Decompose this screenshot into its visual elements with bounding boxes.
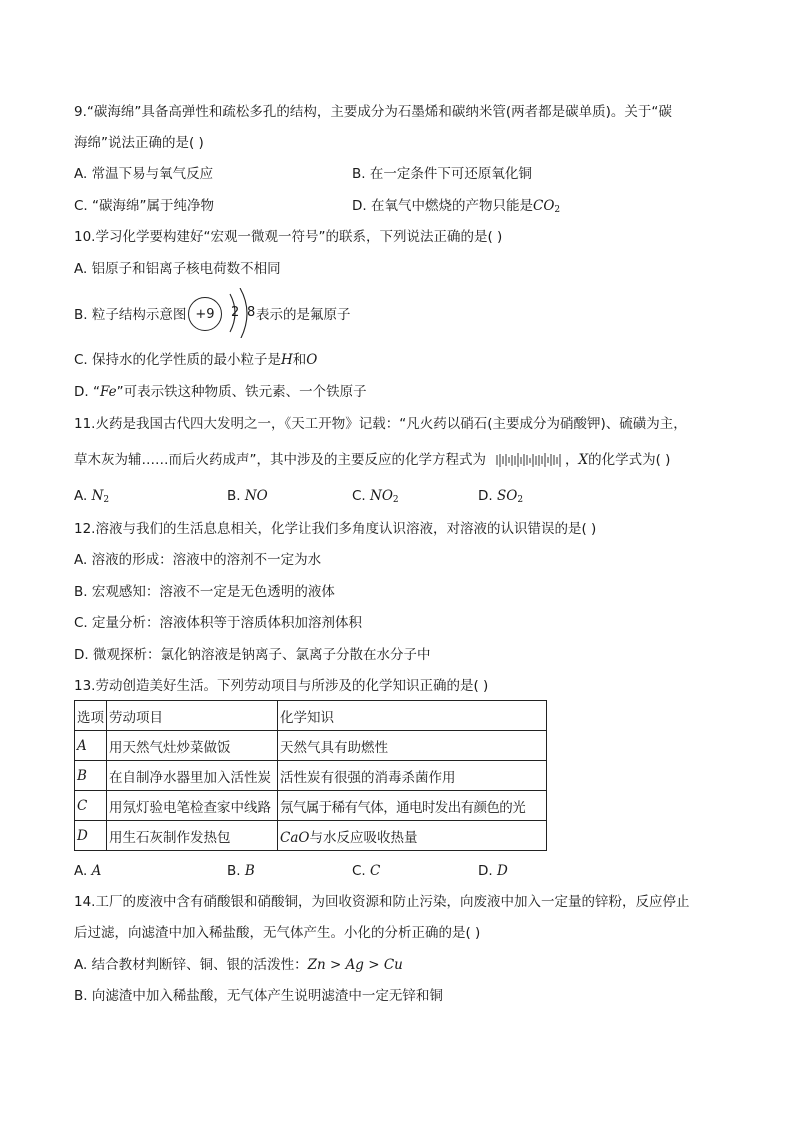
q13-option-c [352,861,380,881]
q11-stem-line2-pre: 草木灰为辅……而后火药成声”，其中涉及的主要反应的化学方程式为 [74,452,486,468]
q13-table [74,700,547,851]
q11-option-d [478,486,523,510]
q11-option-c-sub: 2 [392,495,399,505]
q14-stem-line2: 后过滤，向滤渣中加入稀盐酸，无气体产生。小化的分析正确的是( ) [74,925,481,941]
q10-option-a: A. 铝原子和铝离子核电荷数不相同 [74,261,281,277]
q10-stem: 10.学习化学要构建好“宏观一微观一符号”的联系，下列说法正确的是( ) [74,229,503,245]
header-option: 选项 [75,701,107,731]
q13-option-b [227,861,255,881]
q10-option-b-prefix: B. 粒子结构示意图 [74,307,187,323]
row-knowledge [278,821,547,851]
row-option: D [75,821,107,851]
q10-option-d-fe: Fe [99,384,117,400]
q11-option-b-label: B. [227,488,245,504]
q12-option-b: B. 宏观感知：溶液不一定是无色透明的液体 [74,584,335,600]
q13-option-d-value: D [496,863,508,879]
q9-option-c: C. “碳海绵”属于纯净物 [74,198,214,214]
q9-option-d-subscript: 2 [554,205,561,215]
q14-option-a [74,955,403,975]
q13-option-b-label: B. [227,863,245,879]
row-project: 用氖灯验电笔检查家中线路 [107,791,278,821]
table-row [75,791,547,821]
q13-option-b-value: B [244,863,255,879]
q13-option-a-label: A. [74,863,92,879]
q11-option-b [227,486,268,506]
q11-stem-tail: 的化学式为( ) [588,452,671,468]
q11-option-a-formula: N [91,488,104,504]
shell-2-electrons: 8 [247,305,256,320]
q11-option-b-formula: NO [244,488,268,504]
table-row [75,731,547,761]
table-header-row [75,701,547,731]
row-project: 用天然气灶炒菜做饭 [107,731,278,761]
shell-1-electrons: 2 [231,305,240,320]
q9-stem-line2: 海绵”说法正确的是( ) [74,135,204,151]
q11-option-a-sub: 2 [103,495,110,505]
q13-option-c-label: C. [352,863,371,879]
row-knowledge: 活性炭有很强的消毒杀菌作用 [278,761,547,791]
q9-stem-line1: 9.“碳海绵”具备高弹性和疏松多孔的结构，主要成分为石墨烯和碳纳米管(两者都是碳单质)。关于“碳 [74,104,672,120]
q11-option-c [352,486,399,510]
q10-option-d-rest: ”可表示铁这种物质、铁元素、一个铁原子 [116,384,367,400]
q9-option-a: A. 常温下易与氧气反应 [74,166,214,182]
row-option: B [75,761,107,791]
header-knowledge: 化学知识 [278,701,547,731]
q13-option-d-label: D. [478,863,497,879]
q11-option-a [74,486,109,510]
particle-structure-diagram [188,290,256,340]
q10-option-c-h: H [281,352,293,368]
q9-option-b: B. 在一定条件下可还原氧化铜 [352,166,532,182]
q9-option-d [352,196,560,220]
q11-option-a-label: A. [74,488,92,504]
q10-option-c [74,350,317,370]
q10-option-c-o: O [306,352,318,368]
row-knowledge-formula: CaO [280,829,310,846]
q12-option-d: D. 微观探析：氯化钠溶液是钠离子、氯离子分散在水分子中 [74,647,431,663]
q13-option-a [74,861,101,881]
q10-option-c-and: 和 [292,352,307,368]
q11-option-d-formula: SO [496,488,518,504]
q11-stem-line1: 11.火药是我国古代四大发明之一，《天工开物》记载：“凡火药以硝石(主要成分为硝酸钾)、硫磺为主， [74,416,687,432]
q11-option-d-label: D. [478,488,497,504]
q11-option-c-formula: NO [370,488,393,504]
row-project: 在自制净水器里加入活性炭 [107,761,278,791]
q14-option-b: B. 向滤渣中加入稀盐酸，无气体产生说明滤渣中一定无锌和铜 [74,988,443,1004]
row-option: A [75,731,107,761]
q13-option-c-value: C [370,863,381,879]
row-knowledge: 氖气属于稀有气体，通电时发出有颜色的光 [278,791,547,821]
header-project: 劳动项目 [107,701,278,731]
q14-option-a-formula: Zn > Ag > Cu [307,957,403,973]
q13-option-a-value: A [91,863,102,879]
table-row [75,821,547,851]
q10-option-d [74,382,367,402]
chemical-equation-image [496,452,562,468]
row-option: C [75,791,107,821]
q9-option-d-text: D. 在氧气中燃烧的产物只能是 [352,198,533,214]
q11-option-c-label: C. [352,488,371,504]
nucleus-circle: +9 [188,297,222,331]
q11-x-symbol: X [578,452,589,468]
q11-stem-line2-post: ，X的化学式为( ) [565,452,671,468]
row-knowledge-text: 与水反应吸收热量 [309,829,418,846]
q14-option-a-text: A. 结合教材判断锌、铜、银的活泼性： [74,957,308,973]
q11-option-d-sub: 2 [517,495,524,505]
q10-option-b-suffix: 表示的是氟原子 [256,307,351,323]
q10-option-d-open: D. “ [74,384,100,400]
q12-option-c: C. 定量分析：溶液体积等于溶质体积加溶剂体积 [74,615,363,631]
q9-option-d-formula: CO [532,198,555,214]
q13-stem: 13.劳动创造美好生活。下列劳动项目与所涉及的化学知识正确的是( ) [74,678,489,694]
row-project: 用生石灰制作发热包 [107,821,278,851]
q10-option-c-text: C. 保持水的化学性质的最小粒子是 [74,352,282,368]
electron-shell-arcs [188,288,256,338]
q12-stem: 12.溶液与我们的生活息息相关，化学让我们多角度认识溶液，对溶液的认识错误的是( ) [74,521,597,537]
q13-option-d [478,861,508,881]
table-row [75,761,547,791]
q12-option-a: A. 溶液的形成：溶液中的溶剂不一定为水 [74,552,322,568]
q14-stem-line1: 14.工厂的废液中含有硝酸银和硝酸铜，为回收资源和防止污染，向废液中加入一定量的锌粉，反应停止 [74,894,690,910]
row-knowledge: 天然气具有助燃性 [278,731,547,761]
